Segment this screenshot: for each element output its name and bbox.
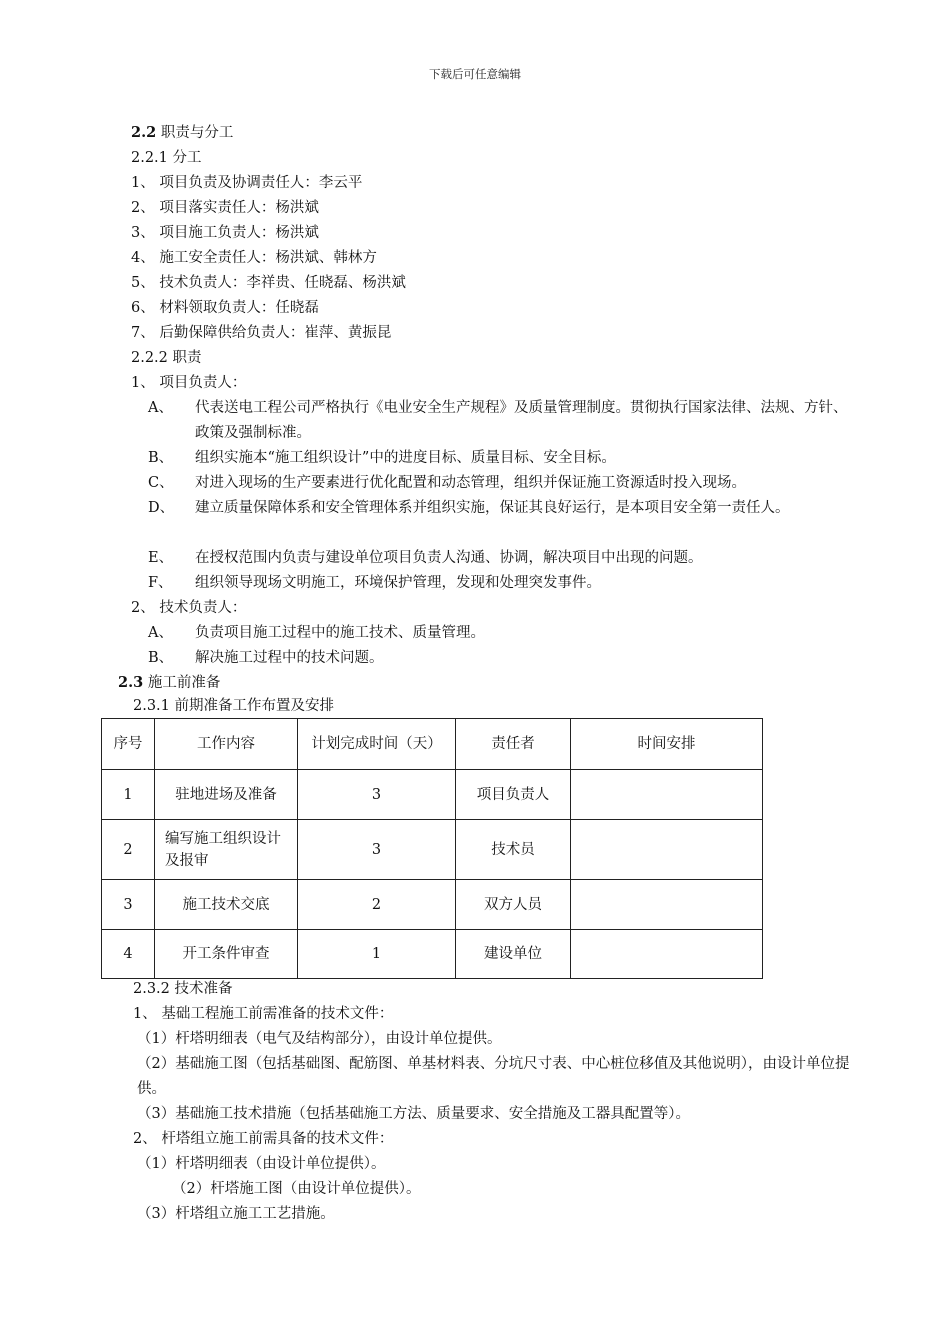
header-cell: 责任者 <box>456 719 571 770</box>
tech-prep-line: （1）杆塔明细表（由设计单位提供）。 <box>137 1156 386 1172</box>
tech-prep-line: 1、 基础工程施工前需准备的技术文件： <box>133 1006 394 1022</box>
division-item: 5、 技术负责人：李祥贵、任晓磊、杨洪斌 <box>131 275 406 291</box>
item-marker: E、 <box>148 550 174 566</box>
table-cell: 2 <box>102 820 155 880</box>
section-2-2-1-heading: 2.2.1 分工 <box>131 150 202 166</box>
section-2-3-1-heading: 2.3.1 前期准备工作布置及安排 <box>133 698 335 714</box>
division-item: 7、 后勤保障供给负责人：崔萍、黄振昆 <box>131 325 392 341</box>
table-cell <box>571 930 763 979</box>
pm-heading: 1、 项目负责人： <box>131 375 247 391</box>
table-cell: 2 <box>298 880 456 930</box>
tech-lead-heading: 2、 技术负责人： <box>131 600 247 616</box>
header-cell: 工作内容 <box>155 719 298 770</box>
division-item: 4、 施工安全责任人：杨洪斌、韩林方 <box>131 250 377 266</box>
item-text: 建立质量保障体系和安全管理体系并组织实施，保证其良好运行，是本项目安全第一责任人。 <box>195 500 790 516</box>
division-item: 3、 项目施工负责人：杨洪斌 <box>131 225 319 241</box>
header-cell: 序号 <box>102 719 155 770</box>
table-cell: 3 <box>298 770 456 820</box>
tech-prep-line: （2）杆塔施工图（由设计单位提供）。 <box>172 1181 421 1197</box>
item-text: 组织实施本“施工组织设计”中的进度目标、质量目标、安全目标。 <box>195 450 616 466</box>
tech-prep-line: （1）杆塔明细表（电气及结构部分），由设计单位提供。 <box>137 1031 502 1047</box>
preparation-table <box>101 718 763 979</box>
table-cell: 4 <box>102 930 155 979</box>
item-text: 代表送电工程公司严格执行《电业安全生产规程》及质量管理制度。贯彻执行国家法律、法规、方针、政策及强制标准。 <box>195 400 848 441</box>
section-title: 施工前准备 <box>143 675 221 691</box>
division-item: 6、 材料领取负责人：任晓磊 <box>131 300 319 316</box>
section-number: 2.2 <box>131 124 157 141</box>
item-marker: A、 <box>148 400 173 416</box>
tech-prep-line: （3）基础施工技术措施（包括基础施工方法、质量要求、安全措施及工器具配置等）。 <box>137 1106 690 1122</box>
header-cell: 计划完成时间（天） <box>298 719 456 770</box>
table-row <box>102 770 763 820</box>
section-number: 2.3 <box>118 674 144 691</box>
item-marker: C、 <box>148 475 174 491</box>
table-cell: 技术员 <box>456 820 571 880</box>
table-cell: 驻地进场及准备 <box>155 770 298 820</box>
division-item: 2、 项目落实责任人：杨洪斌 <box>131 200 319 216</box>
item-marker: B、 <box>148 450 174 466</box>
section-2-2-heading <box>131 123 233 143</box>
tech-prep-line: 2、 杆塔组立施工前需具备的技术文件： <box>133 1131 394 1147</box>
table-cell: 建设单位 <box>456 930 571 979</box>
item-text: 负责项目施工过程中的施工技术、质量管理。 <box>195 625 485 641</box>
item-text: 在授权范围内负责与建设单位项目负责人沟通、协调，解决项目中出现的问题。 <box>195 550 703 566</box>
item-text: 解决施工过程中的技术问题。 <box>195 650 384 666</box>
table-cell: 编写施工组织设计及报审 <box>155 820 298 880</box>
item-marker: D、 <box>148 500 175 516</box>
table-row <box>102 880 763 930</box>
table-cell: 3 <box>102 880 155 930</box>
division-item: 1、 项目负责及协调责任人：李云平 <box>131 175 363 191</box>
table-header-row <box>102 719 763 770</box>
table-cell: 3 <box>298 820 456 880</box>
table-cell: 1 <box>102 770 155 820</box>
item-marker: B、 <box>148 650 174 666</box>
table-cell <box>571 770 763 820</box>
tech-prep-line: （2）基础施工图（包括基础图、配筋图、单基材料表、分坑尺寸表、中心桩位移值及其他说明），由设计单位提供。 <box>137 1056 850 1097</box>
section-title: 职责与分工 <box>156 125 234 141</box>
item-text: 对进入现场的生产要素进行优化配置和动态管理，组织并保证施工资源适时投入现场。 <box>195 475 746 491</box>
item-marker: F、 <box>148 575 173 591</box>
table-cell: 1 <box>298 930 456 979</box>
item-text: 组织领导现场文明施工，环境保护管理，发现和处理突发事件。 <box>195 575 601 591</box>
table-cell <box>571 880 763 930</box>
table-row <box>102 930 763 979</box>
table-cell: 双方人员 <box>456 880 571 930</box>
item-marker: A、 <box>148 625 173 641</box>
page-header: 下载后可任意编辑 <box>429 67 521 81</box>
section-2-3-heading <box>118 673 220 693</box>
table-cell: 项目负责人 <box>456 770 571 820</box>
table-row <box>102 820 763 880</box>
table-cell: 开工条件审查 <box>155 930 298 979</box>
table-cell <box>571 820 763 880</box>
table-cell: 施工技术交底 <box>155 880 298 930</box>
header-cell: 时间安排 <box>571 719 763 770</box>
section-2-3-2-heading: 2.3.2 技术准备 <box>133 981 233 997</box>
tech-prep-line: （3）杆塔组立施工工艺措施。 <box>137 1206 335 1222</box>
section-2-2-2-heading: 2.2.2 职责 <box>131 350 202 366</box>
